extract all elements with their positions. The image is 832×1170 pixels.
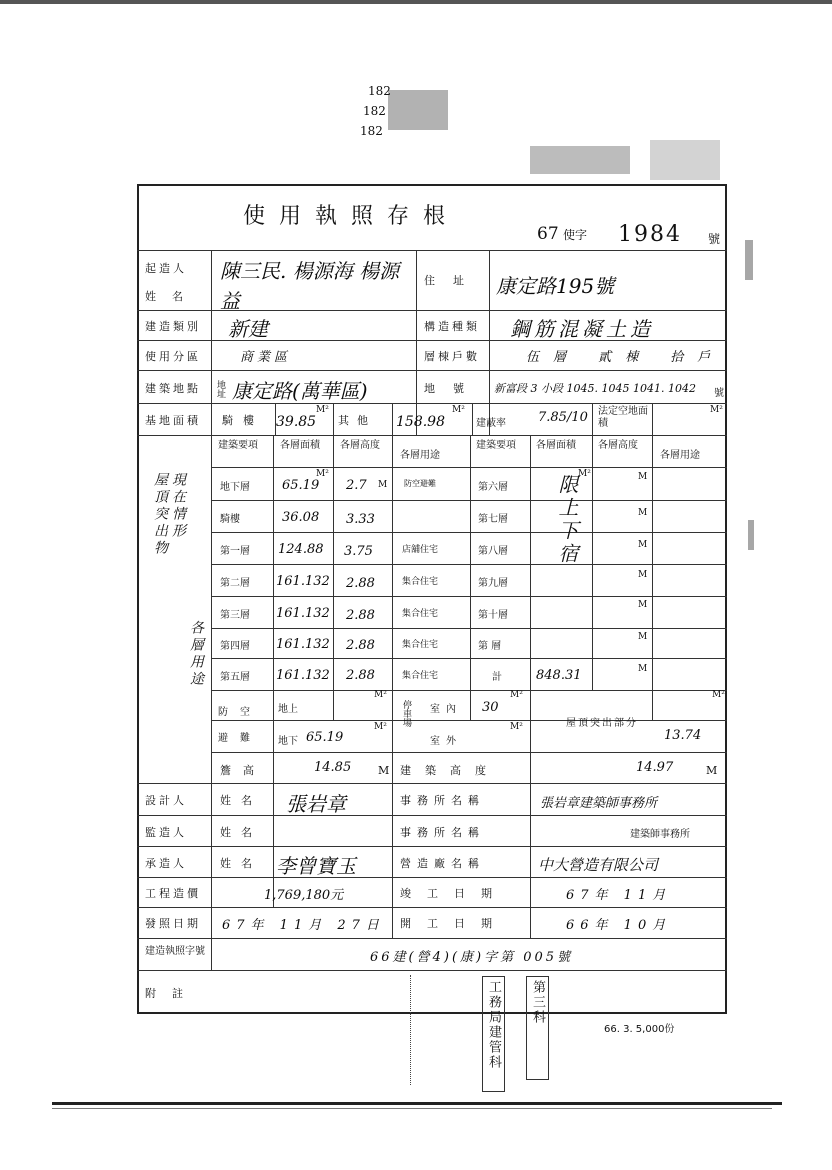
unit-m: M bbox=[638, 600, 648, 610]
unit-m: M bbox=[638, 540, 648, 550]
stamp-smudge bbox=[388, 90, 448, 130]
label-issue-date: 發照日期 bbox=[145, 917, 201, 930]
defense-underground: 65.19 bbox=[306, 730, 344, 745]
label-name: 姓名 bbox=[220, 857, 262, 870]
right-edge-marks bbox=[745, 240, 753, 280]
section-stamp: 第三科 bbox=[526, 976, 549, 1080]
unit-m: M bbox=[638, 664, 648, 674]
lot-no-value: 新富段 3 小段 1045. 1045 1041. 1042 bbox=[494, 382, 696, 395]
right-badge-handwritten: 限上下宿 bbox=[555, 474, 579, 566]
designer-name: 張岩章 bbox=[286, 792, 346, 816]
stamp-dotted-line bbox=[410, 975, 411, 1085]
header-building-items: 建築要項 bbox=[218, 440, 258, 451]
label-cost: 工程造價 bbox=[145, 887, 201, 900]
header-stamp-3: 182 bbox=[360, 124, 383, 138]
header-stamp-2: 182 bbox=[363, 104, 386, 118]
unit-m: M bbox=[378, 764, 390, 777]
floor-height: 2.88 bbox=[346, 576, 375, 591]
approval-stamp: 工務局建管科 bbox=[482, 976, 505, 1092]
side-note-3: 各層用途 bbox=[188, 620, 204, 688]
floors-units-value: 伍層 貳棟 拾戶 bbox=[526, 350, 725, 365]
doc-number-type: 使字 bbox=[563, 228, 588, 242]
designer-firm: 張岩章建築師事務所 bbox=[540, 796, 658, 811]
stamp-smudge bbox=[650, 140, 720, 180]
floor-label: 第九層 bbox=[478, 578, 508, 589]
label-firm: 事務所名稱 bbox=[400, 826, 485, 839]
label-open-date: 開工日期 bbox=[400, 917, 508, 930]
eave-height-value: 14.85 bbox=[314, 760, 352, 775]
label-designer: 設計人 bbox=[145, 794, 187, 807]
label-name: 姓名 bbox=[220, 826, 262, 839]
right-edge-marks bbox=[748, 520, 754, 550]
site-area-arcade: 39.85 bbox=[276, 414, 317, 430]
floor-height: 3.33 bbox=[346, 512, 375, 527]
doc-number-prefix: 67 bbox=[537, 224, 559, 244]
unit-m: M bbox=[638, 508, 648, 518]
header-stamp-1: 182 bbox=[368, 84, 391, 98]
unit-m2: M² bbox=[374, 690, 387, 700]
label-name: 姓名 bbox=[220, 794, 262, 807]
floor-label: 騎樓 bbox=[220, 514, 240, 525]
floor-area: 161.132 bbox=[276, 637, 330, 652]
floor-area: 124.88 bbox=[278, 542, 324, 557]
label-defense: 防空避難 bbox=[218, 707, 262, 744]
header-floor-use: 各層用途 bbox=[400, 450, 440, 461]
label-site-sub: 地址 bbox=[215, 380, 225, 398]
floor-label: 第 層 bbox=[478, 641, 502, 652]
label-firm: 事務所名稱 bbox=[400, 794, 485, 807]
floor-label: 第八層 bbox=[478, 546, 508, 557]
label-arcade: 騎樓 bbox=[222, 414, 264, 427]
header-building-items-right: 建築要項 bbox=[476, 440, 516, 451]
parking-indoor: 30 bbox=[482, 700, 499, 715]
stamp-smudge bbox=[530, 146, 630, 174]
label-coverage: 建蔽率 bbox=[476, 418, 506, 429]
contractor-firm: 中大營造有限公司 bbox=[538, 856, 659, 874]
label-lot-no: 地號 bbox=[424, 382, 482, 395]
floor-area: 65.19 bbox=[282, 478, 320, 493]
unit-m: M bbox=[638, 472, 648, 482]
floor-label: 地下層 bbox=[220, 482, 250, 493]
floor-area: 161.132 bbox=[276, 668, 330, 683]
lot-no-suffix: 號 bbox=[714, 388, 724, 399]
label-address: 住址 bbox=[424, 274, 482, 287]
doc-number: 1984 bbox=[618, 222, 682, 247]
unit-m: M bbox=[638, 570, 648, 580]
label-use-zone: 使用分區 bbox=[145, 350, 201, 363]
unit-m2: M² bbox=[510, 722, 523, 732]
unit-m: M bbox=[638, 632, 648, 642]
issue-date-value: 67年 11月 27日 bbox=[222, 918, 385, 933]
floor-label: 第五層 bbox=[220, 672, 250, 683]
floor-area: 161.132 bbox=[276, 574, 330, 589]
label-legal-open: 法定空地面積 bbox=[598, 406, 648, 429]
unit-m2: M² bbox=[452, 405, 465, 415]
label-site-area: 基地面積 bbox=[145, 414, 201, 427]
label-remarks: 附註 bbox=[145, 987, 199, 1000]
projection-value: 13.74 bbox=[664, 728, 702, 743]
unit-m2: M² bbox=[578, 469, 591, 479]
building-category-value: 新建 bbox=[228, 317, 268, 341]
use-zone-value: 商業區 bbox=[240, 350, 292, 365]
unit-m2: M² bbox=[710, 405, 723, 415]
floor-area: 36.08 bbox=[282, 510, 320, 525]
site-area-other: 158.98 bbox=[396, 414, 445, 430]
scan-noise-top bbox=[0, 0, 832, 4]
floor-height: 2.88 bbox=[346, 668, 375, 683]
floor-label: 第二層 bbox=[220, 578, 250, 589]
floor-label: 第十層 bbox=[478, 610, 508, 621]
floor-use: 防空避難 bbox=[404, 479, 436, 488]
label-ground: 地上 bbox=[278, 704, 298, 715]
site-value: 康定路(萬華區) bbox=[232, 379, 368, 403]
label-eave-height: 簷高 bbox=[220, 764, 266, 777]
floor-use: 店舖住宅 bbox=[402, 545, 439, 555]
floors-total: 848.31 bbox=[536, 668, 582, 683]
label-supervisor: 監造人 bbox=[145, 826, 187, 839]
scan-line-bottom-2 bbox=[52, 1108, 772, 1109]
header-floor-use-right: 各層用途 bbox=[660, 450, 700, 461]
label-other: 其他 bbox=[338, 414, 376, 427]
unit-m2: M² bbox=[374, 722, 387, 732]
total-label: 計 bbox=[492, 672, 502, 683]
label-contractor-firm: 營造廠名稱 bbox=[400, 857, 485, 870]
building-height-value: 14.97 bbox=[636, 760, 674, 775]
label-structure-type: 構造種類 bbox=[424, 320, 480, 333]
floor-label: 第六層 bbox=[478, 482, 508, 493]
applicant-names: 陳三民. 楊源海 楊源益 bbox=[220, 259, 400, 313]
cost-value: 1,769,180元 bbox=[264, 888, 344, 903]
address-value: 康定路195號 bbox=[496, 274, 615, 298]
completion-value: 67年 11月 bbox=[566, 888, 672, 903]
floor-label: 第一層 bbox=[220, 546, 250, 557]
floor-use: 集合住宅 bbox=[402, 577, 439, 587]
side-note-1: 屋頂突出物 bbox=[152, 472, 168, 557]
unit-m: M bbox=[378, 480, 388, 490]
header-floor-area: 各層面積 bbox=[280, 440, 320, 451]
unit-m2: M² bbox=[316, 469, 329, 479]
floor-use: 集合住宅 bbox=[402, 671, 439, 681]
label-site: 建築地點 bbox=[145, 382, 201, 395]
floor-area: 161.132 bbox=[276, 606, 330, 621]
footer-print-info: 66. 3. 5,000份 bbox=[604, 1024, 675, 1035]
label-indoor: 室內 bbox=[430, 704, 462, 715]
doc-number-suffix: 號 bbox=[708, 232, 721, 246]
floor-label: 第七層 bbox=[478, 514, 508, 525]
unit-m2: M² bbox=[510, 690, 523, 700]
floor-height: 2.7 bbox=[346, 478, 367, 493]
permit-no-value: 66建(營4)(康)字第 005號 bbox=[370, 950, 574, 965]
label-building-height: 建築高度 bbox=[400, 764, 500, 777]
floor-label: 第四層 bbox=[220, 641, 250, 652]
floor-use: 集合住宅 bbox=[402, 640, 439, 650]
floor-label: 第三層 bbox=[220, 610, 250, 621]
header-floor-height: 各層高度 bbox=[340, 440, 380, 451]
label-name: 姓名 bbox=[145, 290, 199, 303]
supervisor-firm: 建築師事務所 bbox=[630, 829, 690, 840]
header-floor-area-right: 各層面積 bbox=[536, 440, 576, 451]
floor-use: 集合住宅 bbox=[402, 609, 439, 619]
unit-m2: M² bbox=[316, 405, 329, 415]
label-completion: 竣工日期 bbox=[400, 887, 508, 900]
label-floors-units: 層棟戶數 bbox=[424, 350, 480, 363]
form-title: 使用執照存根 bbox=[243, 204, 460, 229]
open-date-value: 66年 10月 bbox=[566, 918, 672, 933]
contractor-name: 李曾寶玉 bbox=[276, 854, 356, 878]
label-permit-no: 建造執照字號 bbox=[145, 946, 205, 957]
floor-height: 3.75 bbox=[344, 544, 373, 559]
label-applicant: 起造人 bbox=[145, 262, 187, 275]
scan-line-bottom bbox=[52, 1102, 782, 1105]
header-floor-height-right: 各層高度 bbox=[598, 440, 638, 451]
unit-m: M bbox=[706, 764, 718, 777]
label-underground: 地下 bbox=[278, 736, 298, 747]
floor-height: 2.88 bbox=[346, 638, 375, 653]
label-parking: 停車場 bbox=[401, 700, 411, 727]
label-building-category: 建造類別 bbox=[145, 320, 201, 333]
side-note-2: 現在情形 bbox=[170, 472, 186, 540]
label-contractor: 承造人 bbox=[145, 857, 187, 870]
floor-height: 2.88 bbox=[346, 608, 375, 623]
label-outdoor: 室外 bbox=[430, 736, 462, 747]
label-projection: 屋頂突出部分 bbox=[566, 718, 638, 729]
unit-m2: M² bbox=[712, 690, 725, 700]
coverage-value: 7.85/10 bbox=[538, 410, 588, 425]
structure-type-value: 鋼筋混凝土造 bbox=[510, 317, 654, 341]
